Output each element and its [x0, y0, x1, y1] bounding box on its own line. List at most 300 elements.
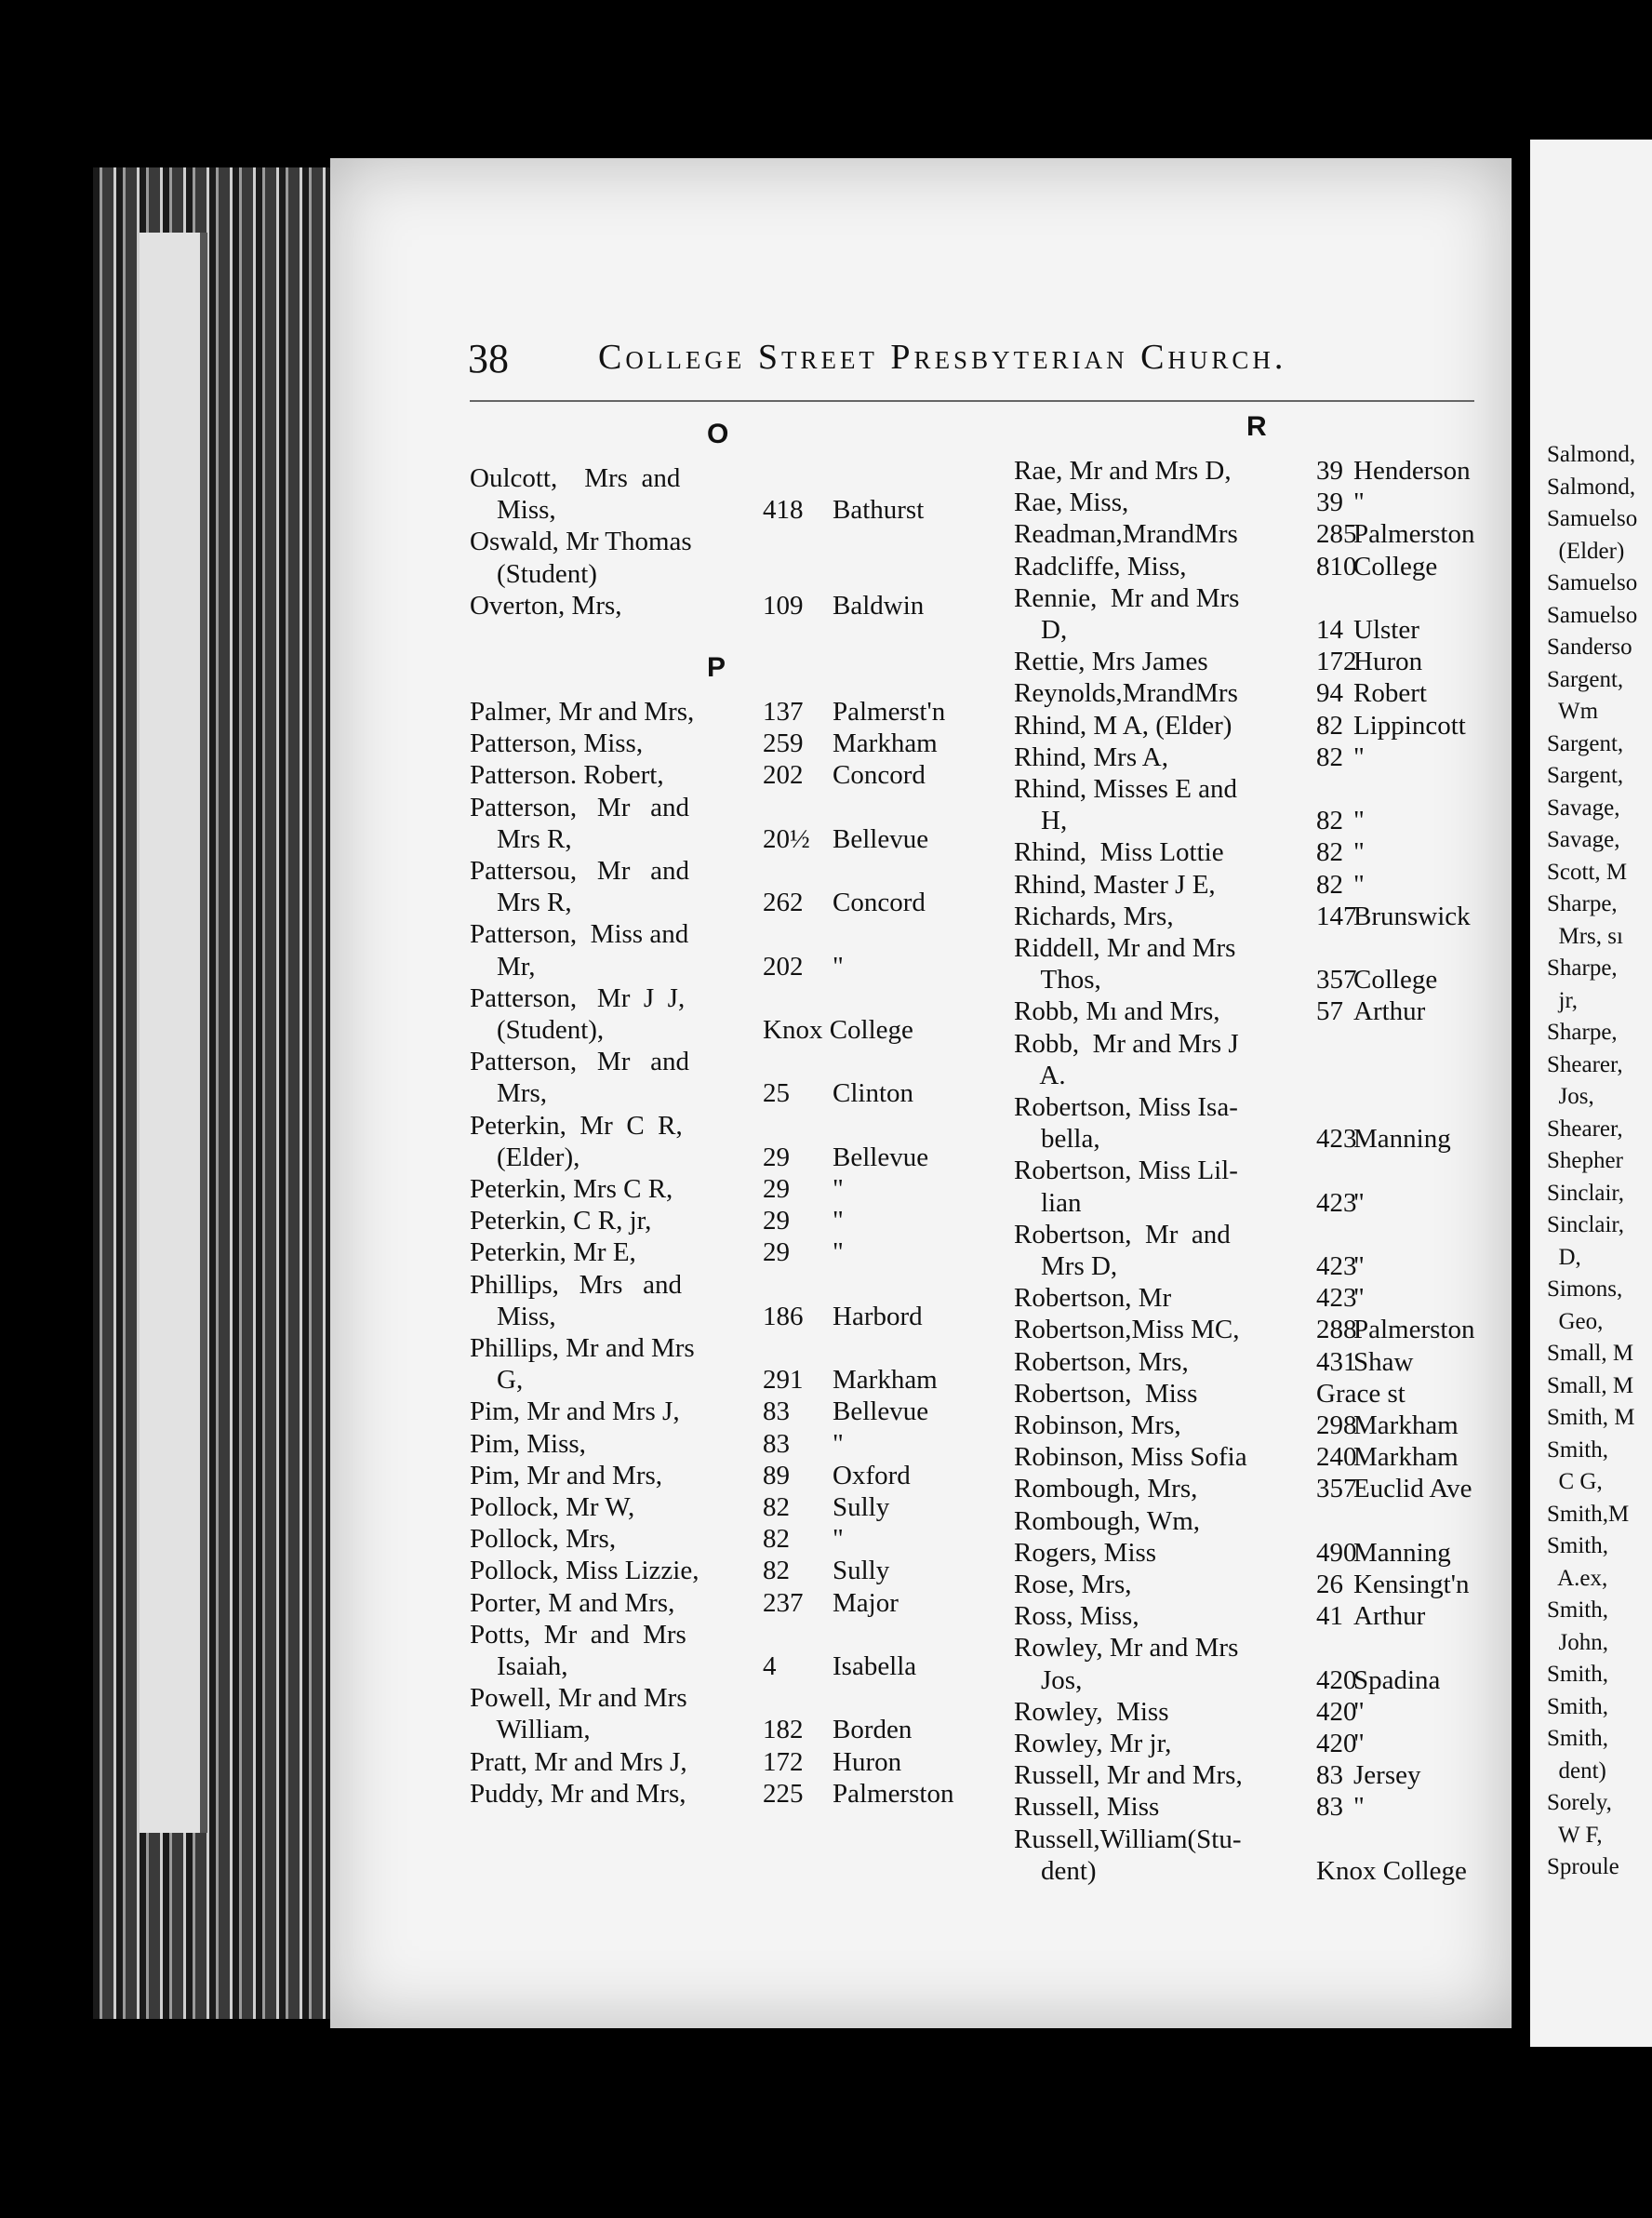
facing-page-entry: jr,: [1547, 987, 1579, 1013]
entry-number: 172: [1316, 647, 1357, 677]
entry-name: Rowley, Mr jr,: [1014, 1729, 1172, 1758]
entry-name: Robertson, Mr and: [1014, 1219, 1231, 1249]
directory-entry: [470, 951, 844, 982]
directory-entry: [470, 1460, 911, 1491]
entry-number: 240: [1316, 1442, 1357, 1473]
entry-name: Rose, Mrs,: [1014, 1570, 1132, 1599]
entry-name: Miss,: [470, 495, 556, 526]
entry-number: 39: [1316, 456, 1343, 486]
entry-name: Oulcott, Mrs and: [470, 463, 681, 493]
entry-street: ": [1353, 869, 1365, 900]
entry-name: Rombough, Wm,: [1014, 1505, 1201, 1536]
directory-entry: [1014, 1315, 1475, 1345]
directory-entry: [1014, 1855, 1467, 1887]
entry-number: 147: [1316, 901, 1357, 931]
entry-name: Thos,: [1014, 965, 1101, 995]
facing-page-entry: D,: [1547, 1244, 1581, 1270]
facing-page-entry: Smith, M: [1547, 1405, 1635, 1430]
entry-name: William,: [470, 1715, 591, 1745]
facing-page-entry: C G,: [1547, 1469, 1603, 1494]
entry-number: 202: [763, 760, 804, 791]
facing-page-entry: Mrs, sı: [1547, 923, 1623, 949]
entry-name: Russell,William(Stu-: [1014, 1824, 1242, 1854]
directory-entry: [470, 1015, 913, 1046]
entry-street: Henderson: [1353, 456, 1471, 486]
entry-street: Jersey: [1353, 1760, 1421, 1791]
directory-entry: [470, 1365, 938, 1396]
facing-page-entry: Scott, M: [1547, 859, 1628, 885]
facing-page-entry: Salmond,: [1547, 474, 1636, 500]
directory-entry: [1014, 1378, 1406, 1410]
facing-page-entry: Small, M: [1547, 1341, 1634, 1366]
entry-number: 420: [1316, 1664, 1357, 1695]
entry-number: 82: [763, 1524, 790, 1555]
entry-number: 83: [763, 1428, 790, 1459]
entry-street: Palmerston: [1353, 1315, 1475, 1345]
facing-page-entry: Shepher: [1547, 1148, 1623, 1173]
directory-entry: [470, 1778, 954, 1810]
entry-street: Palmerston: [1353, 519, 1475, 550]
entry-street: ": [833, 1237, 844, 1268]
facing-page-entry: Smith,: [1547, 1436, 1608, 1463]
entry-name: Robertson, Miss Lil-: [1014, 1156, 1238, 1186]
entry-street: Huron: [1353, 647, 1423, 677]
entry-name: Rettie, Mrs James: [1014, 647, 1208, 677]
directory-entry: [470, 697, 946, 728]
directory-entry: [1014, 1696, 1365, 1728]
facing-page-entry: A.ex,: [1547, 1565, 1608, 1591]
entry-number: 109: [763, 590, 804, 621]
entry-number: 225: [763, 1778, 804, 1809]
directory-entry: [470, 1492, 890, 1523]
entry-street: Sully: [833, 1492, 890, 1522]
entry-number: 431: [1316, 1346, 1357, 1377]
facing-page-entry: Smith,: [1547, 1533, 1608, 1558]
entry-name: Reynolds,MrandMrs: [1014, 678, 1238, 709]
directory-page: [330, 158, 1512, 2028]
facing-page-entry: Sargent,: [1547, 730, 1624, 756]
entry-number: 82: [763, 1492, 790, 1522]
entry-street: Robert: [1353, 678, 1427, 709]
directory-entry: [1014, 456, 1471, 487]
facing-page-entry: Savage,: [1547, 827, 1620, 852]
entry-name: Mrs R,: [470, 823, 572, 854]
directory-entry: [1014, 1792, 1365, 1823]
entry-street: Spadina: [1353, 1664, 1441, 1695]
directory-entry: [1014, 1474, 1472, 1504]
entry-street: ": [833, 1524, 844, 1555]
entry-street: ": [1353, 488, 1365, 518]
directory-entry: [1014, 869, 1365, 901]
entry-street: Markham: [1353, 1442, 1459, 1473]
entry-name: Rennie, Mr and Mrs: [1014, 582, 1240, 613]
running-head-title: College Street Presbyterian Church.: [598, 338, 1287, 377]
entry-street: Palmerst'n: [833, 697, 946, 727]
entry-street: Major: [833, 1587, 899, 1618]
entry-street: ": [1353, 1283, 1365, 1314]
entry-name: Russell, Mr and Mrs,: [1014, 1760, 1243, 1791]
facing-page-entry: Sharpe,: [1547, 891, 1618, 916]
entry-street: Clinton: [833, 1078, 914, 1109]
page-number: 38: [468, 336, 509, 381]
entry-number: 94: [1316, 678, 1343, 709]
entry-number: 291: [763, 1365, 804, 1396]
entry-street: ": [833, 1428, 844, 1459]
facing-page-entry: Sharpe,: [1547, 1020, 1618, 1045]
facing-page-entry: Shearer,: [1547, 1116, 1623, 1142]
entry-name: Ross, Miss,: [1014, 1601, 1139, 1632]
directory-entry: [470, 1270, 682, 1301]
entry-name: Rombough, Mrs,: [1014, 1474, 1198, 1504]
entry-number: 41: [1316, 1601, 1343, 1632]
entry-number: 82: [1316, 742, 1343, 772]
entry-street: Euclid Ave: [1353, 1474, 1472, 1504]
entry-street: Bellevue: [833, 1396, 929, 1427]
directory-entry: [470, 856, 689, 887]
directory-entry: [1014, 1124, 1451, 1155]
directory-entry: [1014, 996, 1426, 1027]
entry-street: ": [1353, 742, 1365, 772]
directory-entry: [1014, 615, 1419, 646]
entry-street: Shaw: [1353, 1346, 1414, 1377]
entry-name: Pollock, Mr W,: [470, 1492, 635, 1522]
directory-entry: [470, 1047, 689, 1077]
directory-entry: [470, 1301, 923, 1332]
entry-name: bella,: [1014, 1124, 1100, 1155]
directory-entry: [470, 1078, 914, 1109]
entry-number: 490: [1316, 1537, 1357, 1568]
entry-street: Oxford: [833, 1460, 911, 1490]
entry-number: 82: [1316, 869, 1343, 900]
facing-page-entry: Sargent,: [1547, 666, 1624, 692]
directory-entry: [470, 590, 925, 621]
entry-number: 237: [763, 1587, 804, 1618]
entry-number: 298: [1316, 1410, 1357, 1440]
entry-street: College: [1353, 965, 1438, 995]
directory-entry: [470, 1206, 844, 1236]
entry-number: 423: [1316, 1187, 1357, 1218]
entry-name: Jos,: [1014, 1664, 1083, 1695]
directory-entry: [470, 1142, 929, 1173]
directory-entry: [1014, 1664, 1441, 1696]
entry-name: Richards, Mrs,: [1014, 901, 1174, 931]
directory-entry: [1014, 1633, 1238, 1664]
entry-name: Rhind, Master J E,: [1014, 869, 1216, 900]
entry-name: Robinson, Miss Sofia: [1014, 1442, 1247, 1473]
facing-page-entry: Wm: [1547, 699, 1599, 724]
directory-entry: [470, 1715, 913, 1745]
entry-street: Palmerston: [833, 1778, 954, 1809]
entry-street: ": [1353, 1729, 1365, 1758]
entry-name: D,: [1014, 615, 1068, 645]
entry-name: dent): [1014, 1855, 1097, 1886]
directory-entry: [1014, 1410, 1459, 1441]
entry-number: 57: [1316, 996, 1343, 1027]
entry-street: Concord: [833, 888, 926, 918]
entry-street: Arthur: [1353, 996, 1426, 1027]
entry-name: Mrs R,: [470, 888, 572, 918]
directory-entry: [470, 559, 597, 590]
entry-number: 29: [763, 1206, 790, 1236]
section-letter: O: [707, 419, 729, 449]
facing-page-entry: Smith,M: [1547, 1501, 1630, 1527]
facing-page-entry: Smith,: [1547, 1662, 1608, 1687]
entry-number: 262: [763, 888, 804, 918]
entry-name: Patterson, Miss,: [470, 728, 644, 759]
entry-name: Phillips, Mrs and: [470, 1269, 682, 1300]
directory-entry: [1014, 1156, 1238, 1186]
directory-entry: [1014, 488, 1365, 518]
directory-entry: [1014, 1251, 1365, 1282]
directory-entry: [1014, 901, 1471, 932]
entry-number: 357: [1316, 1474, 1357, 1504]
entry-name: Rae, Mr and Mrs D,: [1014, 456, 1232, 486]
entry-name: (Student): [470, 558, 597, 589]
entry-name: Robertson, Miss Isa-: [1014, 1092, 1238, 1122]
directory-entry: [470, 983, 685, 1014]
facing-page-entry: Simons,: [1547, 1276, 1623, 1302]
facing-page-entry: Sanderso: [1547, 635, 1632, 660]
entry-number: 20½: [763, 823, 810, 854]
directory-entry: [470, 1683, 687, 1714]
entry-name: (Elder),: [470, 1142, 580, 1172]
entry-name: Robertson, Mr: [1014, 1283, 1172, 1314]
entry-number: 357: [1316, 965, 1357, 995]
directory-entry: [1014, 933, 1235, 964]
entry-number: 182: [763, 1715, 804, 1745]
entry-number: 82: [1316, 806, 1343, 836]
entry-number: 420: [1316, 1696, 1357, 1727]
directory-entry: [1014, 1760, 1421, 1791]
entry-number: 420: [1316, 1729, 1357, 1758]
entry-street: Lippincott: [1353, 710, 1466, 741]
facing-page-entry: Savage,: [1547, 795, 1620, 821]
entry-street: Ulster: [1353, 615, 1419, 645]
entry-number: 418: [763, 495, 804, 526]
entry-name: Pattersou, Mr and: [470, 856, 689, 886]
entry-name: Puddy, Mr and Mrs,: [470, 1778, 686, 1809]
entry-name: A.: [1014, 1060, 1066, 1090]
entry-name: Riddell, Mr and Mrs: [1014, 933, 1236, 963]
entry-number: 83: [763, 1396, 790, 1427]
entry-name: Robertson, Mrs,: [1014, 1346, 1189, 1377]
entry-street: Sully: [833, 1556, 890, 1586]
entry-name: Radcliffe, Miss,: [1014, 551, 1187, 581]
entry-name: Readman,MrandMrs: [1014, 519, 1238, 550]
entry-name: Pollock, Mrs,: [470, 1524, 617, 1555]
entry-name: Rhind, Miss Lottie: [1014, 837, 1224, 868]
entry-number: 423: [1316, 1124, 1357, 1155]
directory-entry: [1014, 1187, 1365, 1219]
entry-number: 423: [1316, 1283, 1357, 1314]
facing-page-entry: Salmond,: [1547, 442, 1636, 467]
entry-name: Pim, Miss,: [470, 1428, 586, 1459]
entry-number: 29: [763, 1174, 790, 1204]
entry-name: Peterkin, Mr C R,: [470, 1110, 683, 1141]
directory-entry: [1014, 742, 1365, 773]
facing-page-entry: (Elder): [1547, 538, 1625, 564]
facing-page-entry: Smith,: [1547, 1693, 1608, 1719]
entry-name: Patterson, Miss and: [470, 919, 689, 950]
entry-number: 288: [1316, 1315, 1357, 1345]
entry-number: 39: [1316, 488, 1343, 518]
entry-name: Mr,: [470, 951, 536, 982]
directory-entry: [470, 1428, 844, 1460]
entry-street: Baldwin: [833, 590, 925, 621]
facing-page-fragment: [1521, 140, 1652, 2047]
directory-entry: [1014, 837, 1365, 868]
entry-street: Concord: [833, 760, 926, 791]
entry-number: 26: [1316, 1570, 1343, 1599]
directory-entry: [1014, 1824, 1242, 1855]
entry-street: Brunswick: [1353, 901, 1471, 931]
book-page-edges: [93, 167, 335, 2019]
directory-entry: [1014, 1729, 1365, 1759]
entry-street: ": [833, 951, 844, 982]
directory-entry: [470, 527, 692, 557]
directory-entry: [1014, 1283, 1365, 1314]
entry-name: Russell, Miss: [1014, 1792, 1160, 1823]
directory-entry: [470, 495, 925, 526]
entry-street: Markham: [833, 1365, 938, 1396]
entry-number: 29: [763, 1237, 790, 1268]
directory-entry: [1014, 1442, 1459, 1473]
facing-page-list: [1530, 439, 1637, 1884]
entry-name: Porter, M and Mrs,: [470, 1587, 675, 1618]
entry-name: H,: [1014, 806, 1068, 836]
entry-name: Mrs D,: [1014, 1251, 1118, 1281]
entry-number: 89: [763, 1460, 790, 1490]
directory-entry: [1014, 710, 1466, 742]
entry-name: Pratt, Mr and Mrs J,: [470, 1746, 687, 1777]
entry-street: Markham: [1353, 1410, 1459, 1440]
entry-street: Bellevue: [833, 1142, 929, 1172]
entry-name: Robb, Mı and Mrs,: [1014, 996, 1220, 1027]
facing-page-entry: dent): [1547, 1757, 1606, 1784]
directory-entry: [470, 1174, 844, 1205]
entry-street: Isabella: [833, 1651, 917, 1681]
entry-name: Pim, Mr and Mrs,: [470, 1460, 663, 1490]
entry-name: Oswald, Mr Thomas: [470, 527, 692, 557]
directory-entry: [470, 1111, 683, 1142]
directory-entry: [470, 1651, 917, 1682]
entry-street: Markham: [833, 728, 938, 759]
entry-name: Mrs,: [470, 1078, 547, 1109]
directory-entry: [1014, 1092, 1238, 1123]
section-letter: P: [707, 652, 726, 683]
directory-entry: [1014, 678, 1427, 709]
entry-name: Peterkin, C R, jr,: [470, 1206, 652, 1236]
book-edge-strip: [140, 233, 207, 1833]
directory-entry: [1014, 1506, 1200, 1537]
directory-entry: [470, 1524, 844, 1555]
facing-page-entry: Sharpe,: [1547, 955, 1618, 981]
entry-name: Potts, Mr and Mrs: [470, 1619, 686, 1650]
directory-entry: [470, 1237, 844, 1268]
entry-number: 202: [763, 951, 804, 982]
entry-number: 82: [1316, 710, 1343, 741]
entry-street: ": [833, 1174, 844, 1204]
entry-number: 14: [1316, 615, 1343, 645]
directory-entry: [470, 1556, 890, 1586]
entry-number: Knox College: [1316, 1855, 1467, 1886]
page-header: [468, 327, 1482, 393]
directory-entry: [1014, 647, 1423, 677]
entry-number: 25: [763, 1078, 790, 1109]
entry-name: Pim, Mr and Mrs J,: [470, 1396, 680, 1427]
entry-name: Rowley, Miss: [1014, 1696, 1169, 1727]
directory-entry: [1014, 1029, 1239, 1060]
entry-name: Patterson, Mr and: [470, 1047, 689, 1077]
entry-street: Harbord: [833, 1301, 923, 1331]
entry-number: 259: [763, 728, 804, 759]
entry-number: 172: [763, 1746, 804, 1777]
entry-name: Palmer, Mr and Mrs,: [470, 697, 695, 727]
facing-page-entry: Sargent,: [1547, 763, 1624, 788]
facing-page-entry: Samuelso: [1547, 570, 1638, 595]
directory-entry: [1014, 1346, 1414, 1378]
entry-number: Grace st: [1316, 1378, 1406, 1409]
entry-street: Borden: [833, 1715, 913, 1745]
directory-entry: [470, 463, 680, 494]
entry-name: Rhind, Mrs A,: [1014, 742, 1168, 772]
facing-page-entry: John,: [1547, 1629, 1608, 1655]
directory-entry: [470, 1333, 695, 1364]
entry-number: 83: [1316, 1760, 1343, 1791]
directory-entry: [1014, 1570, 1470, 1600]
entry-street: ": [833, 1206, 844, 1236]
directory-entry: [470, 1620, 686, 1650]
entry-street: Bathurst: [833, 495, 925, 526]
entry-number: 137: [763, 697, 804, 727]
entry-number: 186: [763, 1301, 804, 1331]
entry-street: Kensingt'n: [1353, 1570, 1470, 1599]
facing-page-entry: Jos,: [1547, 1084, 1594, 1109]
entry-name: Robertson, Miss: [1014, 1378, 1198, 1409]
entry-name: Robertson,Miss MC,: [1014, 1315, 1240, 1345]
directory-entry: [470, 1396, 929, 1427]
directory-entry: [1014, 583, 1239, 614]
entry-number: 285: [1316, 519, 1357, 550]
entry-street: ": [1353, 1187, 1365, 1218]
facing-page-entry: Sorely,: [1547, 1790, 1612, 1815]
section-letter: R: [1246, 411, 1267, 442]
facing-page-entry: Sinclair,: [1547, 1180, 1625, 1206]
directory-entry: [470, 728, 938, 759]
facing-page-entry: Sproule: [1547, 1854, 1619, 1879]
facing-page-entry: Geo,: [1547, 1308, 1604, 1334]
directory-entry: [470, 760, 926, 791]
entry-street: ": [1353, 1696, 1365, 1727]
entry-name: Robinson, Mrs,: [1014, 1410, 1181, 1440]
entry-name: Rhind, Misses E and: [1014, 774, 1238, 804]
entry-name: Rogers, Miss: [1014, 1537, 1157, 1568]
facing-page-entry: Samuelso: [1547, 602, 1638, 628]
entry-number: 82: [1316, 837, 1343, 868]
directory-entry: [1014, 1220, 1231, 1250]
directory-entry: [470, 793, 689, 823]
facing-page-entry: Smith,: [1547, 1597, 1608, 1623]
entry-name: lian: [1014, 1187, 1082, 1218]
directory-entry: [470, 1746, 902, 1778]
entry-number: 423: [1316, 1251, 1357, 1281]
entry-name: Robb, Mr and Mrs J: [1014, 1028, 1239, 1059]
entry-name: Peterkin, Mr E,: [470, 1237, 636, 1268]
directory-entry: [1014, 774, 1237, 805]
directory-entry: [1014, 965, 1438, 995]
facing-page-entry: Small, M: [1547, 1372, 1634, 1398]
entry-name: Patterson, Mr J J,: [470, 982, 686, 1013]
